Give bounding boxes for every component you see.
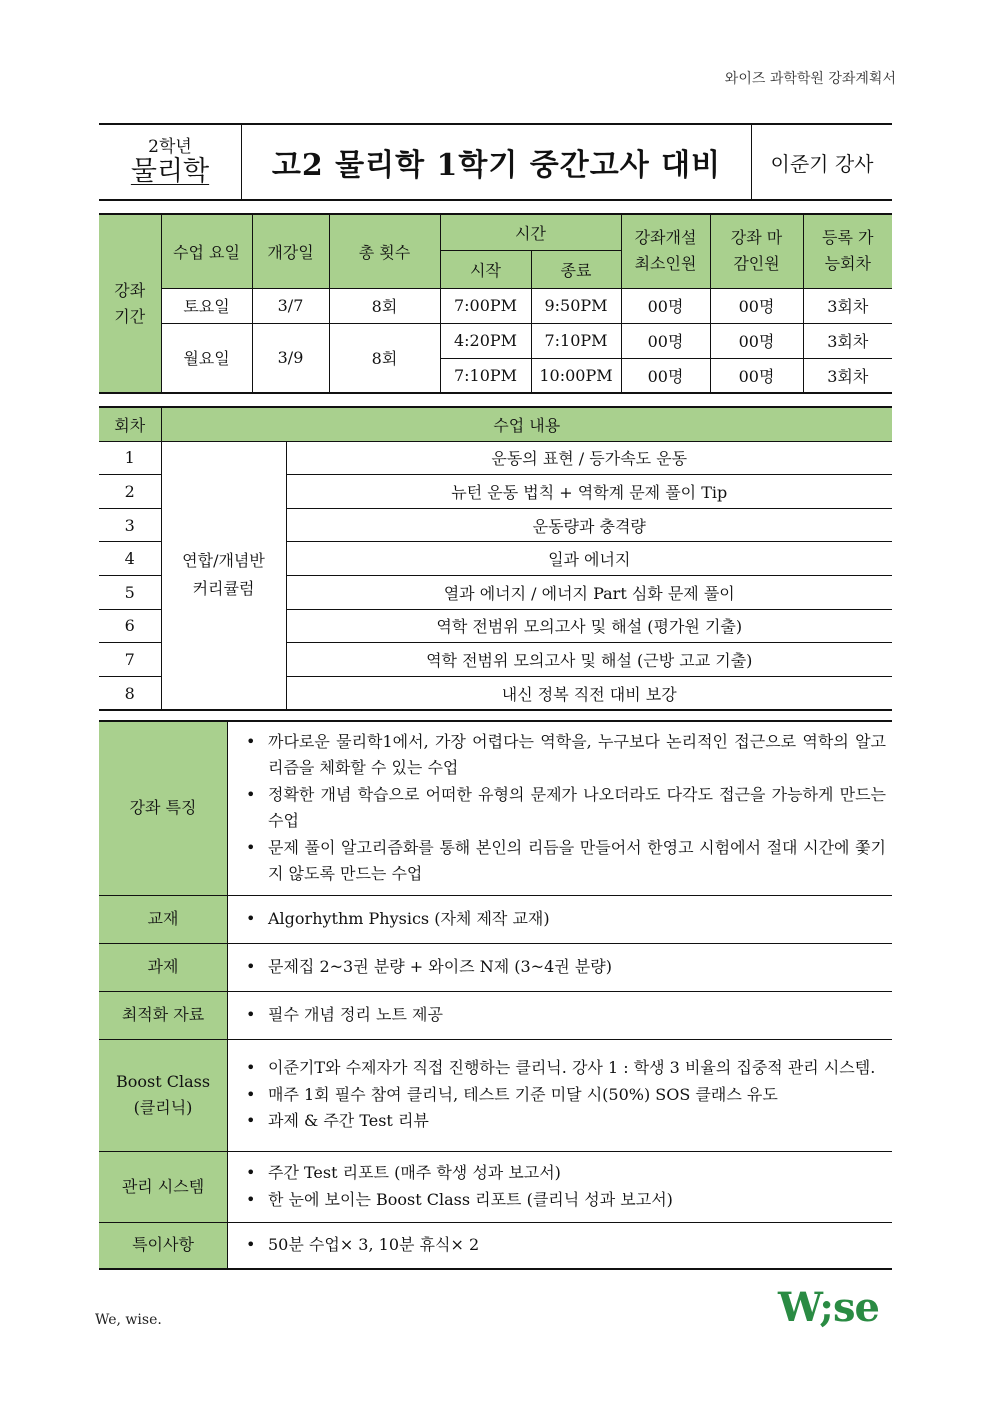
header-min: 강좌개설 최소인원 (621, 214, 710, 288)
header-enroll: 등록 가능회차 (803, 214, 892, 288)
materials-label: 최적화 자료 (99, 991, 228, 1039)
boost-class-item: • 이준기T와 수제자가 직접 진행하는 클리닉. 강사 1 : 학생 3 비율의 집중적 관리 시스템. (242, 1055, 886, 1082)
features-label: 강좌 특징 (99, 721, 228, 895)
management-label: 관리 시스템 (99, 1151, 228, 1222)
feature-item: • 문제 풀이 알고리즘화를 통해 본인의 리듬을 만들어서 한영고 시험에서 절대 시간에 쫓기지 않도록 만드는 수업 (242, 835, 886, 888)
features-value (228, 721, 893, 895)
mon-day: 월요일 (161, 323, 252, 393)
session-content: 뉴턴 운동 법칙 + 역학계 문제 풀이 Tip (286, 475, 892, 509)
session-num: 4 (99, 542, 161, 576)
period-label-cell (99, 214, 161, 393)
mon-1-max: 00명 (710, 323, 803, 358)
feature-item: • 까다로운 물리학1에서, 가장 어렵다는 역학을, 누구보다 논리적인 접근으로 역학의 알고리즘을 체화할 수 있는 수업 (242, 729, 886, 782)
management-item: • 주간 Test 리포트 (매주 학생 성과 보고서) (242, 1160, 886, 1187)
title-header (99, 123, 892, 201)
feature-item: • 정확한 개념 학습으로 어떠한 유형의 문제가 나오더라도 다각도 접근을 가능하게 만드는 수업 (242, 782, 886, 835)
session-num: 8 (99, 676, 161, 710)
session-content: 역학 전범위 모의고사 및 해설 (근방 고교 기출) (286, 643, 892, 677)
grade-subject-cell (99, 124, 242, 200)
textbook-value (228, 895, 893, 943)
mon-2-start: 7:10PM (440, 358, 531, 393)
sat-end: 9:50PM (531, 288, 621, 323)
homework-label: 과제 (99, 943, 228, 991)
textbook-item: • Algorhythm Physics (자체 제작 교재) (242, 906, 886, 933)
session-content: 역학 전범위 모의고사 및 해설 (평가원 기출) (286, 609, 892, 643)
session-num: 1 (99, 441, 161, 475)
teacher-name: 이준기 강사 (752, 124, 893, 200)
header-end: 종료 (531, 250, 621, 288)
management-item: • 한 눈에 보이는 Boost Class 리포트 (클리닉 성과 보고서) (242, 1187, 886, 1214)
footer-slogan: We, wise. (95, 1312, 162, 1328)
subject-label: 물리학 (130, 155, 210, 187)
header-start: 시작 (440, 250, 531, 288)
schedule-table (99, 213, 892, 394)
mon-2-min: 00명 (621, 358, 710, 393)
materials-item: • 필수 개념 정리 노트 제공 (242, 1002, 886, 1029)
boost-class-item: • 과제 & 주간 Test 리뷰 (242, 1108, 886, 1135)
session-num: 5 (99, 575, 161, 609)
boost-class-label: Boost Class (클리닉) (99, 1039, 228, 1151)
session-num: 6 (99, 609, 161, 643)
notes-item: • 50분 수업× 3, 10분 휴식× 2 (242, 1232, 886, 1259)
mon-1-start: 4:20PM (440, 323, 531, 358)
session-content: 운동의 표현 / 등가속도 운동 (286, 441, 892, 475)
session-content: 일과 에너지 (286, 542, 892, 576)
sat-enroll: 3회차 (803, 288, 892, 323)
header-day: 수업 요일 (161, 214, 252, 288)
session-num: 3 (99, 508, 161, 542)
mon-2-end: 10:00PM (531, 358, 621, 393)
header-start-date: 개강일 (252, 214, 329, 288)
header-content: 수업 내용 (161, 407, 892, 441)
period-label: 강좌 기간 (114, 280, 146, 326)
mon-1-min: 00명 (621, 323, 710, 358)
boost-class-value (228, 1039, 893, 1151)
document-caption: 와이즈 과학학원 강좌계획서 (724, 71, 896, 87)
curriculum-group-label: 연합/개념반 커리큘럼 (182, 551, 265, 599)
course-info-table (99, 720, 892, 1270)
sat-count: 8회 (329, 288, 440, 323)
session-num: 7 (99, 643, 161, 677)
session-content: 열과 에너지 / 에너지 Part 심화 문제 풀이 (286, 575, 892, 609)
wise-logo: W;se (778, 1284, 879, 1331)
notes-value (228, 1222, 893, 1269)
homework-value (228, 943, 893, 991)
curriculum-table (99, 406, 892, 711)
mon-date: 3/9 (252, 323, 329, 393)
textbook-label: 교재 (99, 895, 228, 943)
materials-value (228, 991, 893, 1039)
header-session: 회차 (99, 407, 161, 441)
mon-1-end: 7:10PM (531, 323, 621, 358)
header-count: 총 횟수 (329, 214, 440, 288)
management-value (228, 1151, 893, 1222)
header-max: 강좌 마감인원 (710, 214, 803, 288)
sat-day: 토요일 (161, 288, 252, 323)
boost-class-item: • 매주 1회 필수 참여 클리닉, 테스트 기준 미달 시(50%) SOS 클래스 유도 (242, 1082, 886, 1109)
header-time: 시간 (440, 214, 621, 250)
mon-count: 8회 (329, 323, 440, 393)
sat-date: 3/7 (252, 288, 329, 323)
session-content: 내신 정복 직전 대비 보강 (286, 676, 892, 710)
sat-start: 7:00PM (440, 288, 531, 323)
sat-min: 00명 (621, 288, 710, 323)
session-num: 2 (99, 475, 161, 509)
mon-1-enroll: 3회차 (803, 323, 892, 358)
curriculum-group (161, 441, 286, 710)
mon-2-max: 00명 (710, 358, 803, 393)
course-title: 고2 물리학 1학기 중간고사 대비 (242, 124, 752, 200)
session-content: 운동량과 충격량 (286, 508, 892, 542)
sat-max: 00명 (710, 288, 803, 323)
notes-label: 특이사항 (99, 1222, 228, 1269)
mon-2-enroll: 3회차 (803, 358, 892, 393)
homework-item: • 문제집 2~3권 분량 + 와이즈 N제 (3~4권 분량) (242, 954, 886, 981)
grade-label: 2학년 (148, 136, 192, 157)
